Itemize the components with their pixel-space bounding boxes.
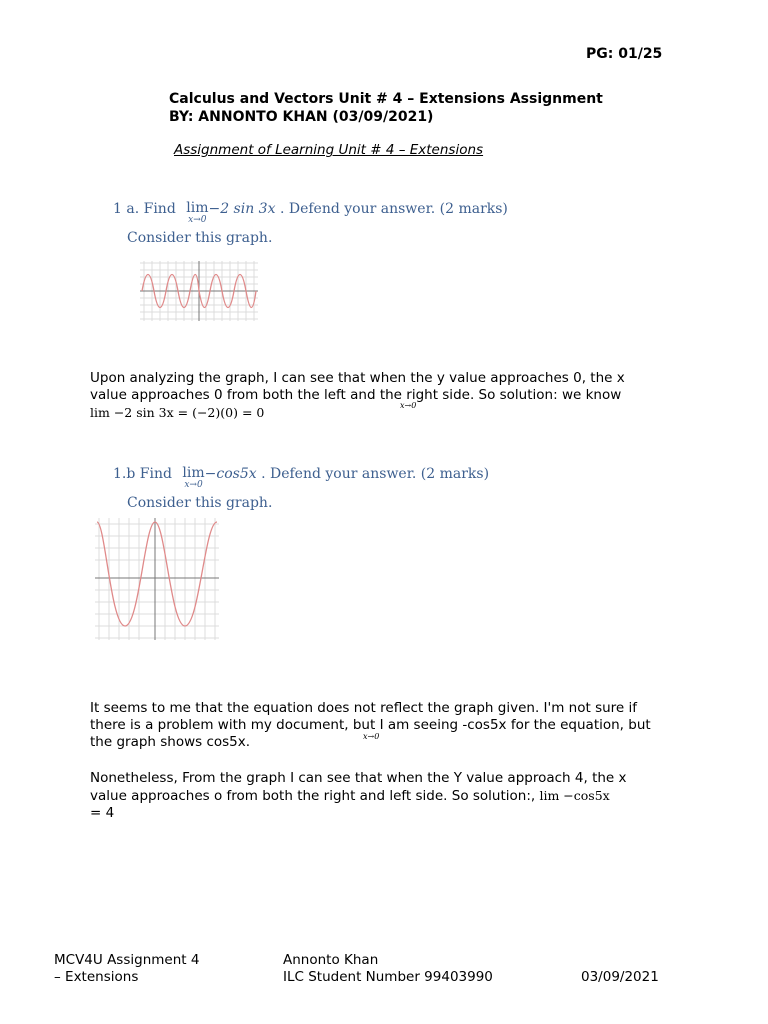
question-1b-expression: −cos5x (204, 466, 257, 482)
footer-student-name: Annonto Khan (283, 952, 379, 968)
limit-operator (186, 201, 208, 225)
footer-course-line-1: MCV4U Assignment 4 (54, 952, 200, 968)
answer-2-math: lim −cos5x (539, 788, 610, 803)
limit-word: lim (186, 200, 209, 216)
answer-2-limit-subscript: x→0 (363, 732, 380, 741)
limit-operator (182, 466, 204, 490)
answer-1-limit-subscript: x→0 (400, 401, 417, 410)
answer-2-paragraph-1: It seems to me that the equation does not reflect the graph given. I'm not sure if there is a problem with my document, but I am seeing -cos5x for the equation, but the graph shows cos5x. (90, 700, 651, 750)
question-1a-prefix: 1 a. Find (113, 201, 176, 217)
question-1a-suffix: . Defend your answer. (2 marks) (279, 201, 508, 217)
limit-subscript: x→0 (184, 480, 203, 490)
author-line: BY: ANNONTO KHAN (03/09/2021) (169, 109, 434, 125)
question-1b-suffix: . Defend your answer. (2 marks) (261, 466, 490, 482)
assignment-subtitle: Assignment of Learning Unit # 4 – Extensions (174, 142, 484, 158)
answer-2-text: Nonetheless, From the graph I can see that when the Y value approach 4, the x value approaches o from both the right and left side. So solution:, (90, 770, 627, 804)
question-1b-prefix: 1.b Find (113, 466, 172, 482)
answer-2-paragraph-2 (90, 770, 655, 822)
answer-1-math: lim −2 sin 3x = (−2)(0) = 0 (90, 405, 265, 420)
answer-1-text: Upon analyzing the graph, I can see that when the y value approaches 0, the x value approaches 0 from both the left and the right side. So solution: we know (90, 370, 625, 403)
assignment-title: Calculus and Vectors Unit # 4 – Extensions Assignment (169, 91, 603, 107)
consider-graph-1b: Consider this graph. (127, 495, 273, 511)
footer-date: 03/09/2021 (581, 969, 659, 985)
graph-cos (95, 518, 219, 640)
consider-graph-1a: Consider this graph. (127, 230, 273, 246)
limit-subscript: x→0 (188, 215, 207, 225)
page-number: PG: 01/25 (586, 46, 663, 62)
limit-word: lim (182, 465, 205, 481)
answer-2-result: = 4 (90, 805, 115, 821)
cos-curve (97, 522, 217, 626)
footer-course (54, 952, 199, 986)
footer-student-number: ILC Student Number 99403990 (283, 969, 493, 985)
question-1a (113, 201, 508, 225)
footer-student (283, 952, 493, 986)
graph-sin (140, 261, 258, 321)
question-1b (113, 466, 489, 490)
footer-course-line-2: – Extensions (54, 969, 139, 985)
question-1a-expression: −2 sin 3x (208, 201, 276, 217)
